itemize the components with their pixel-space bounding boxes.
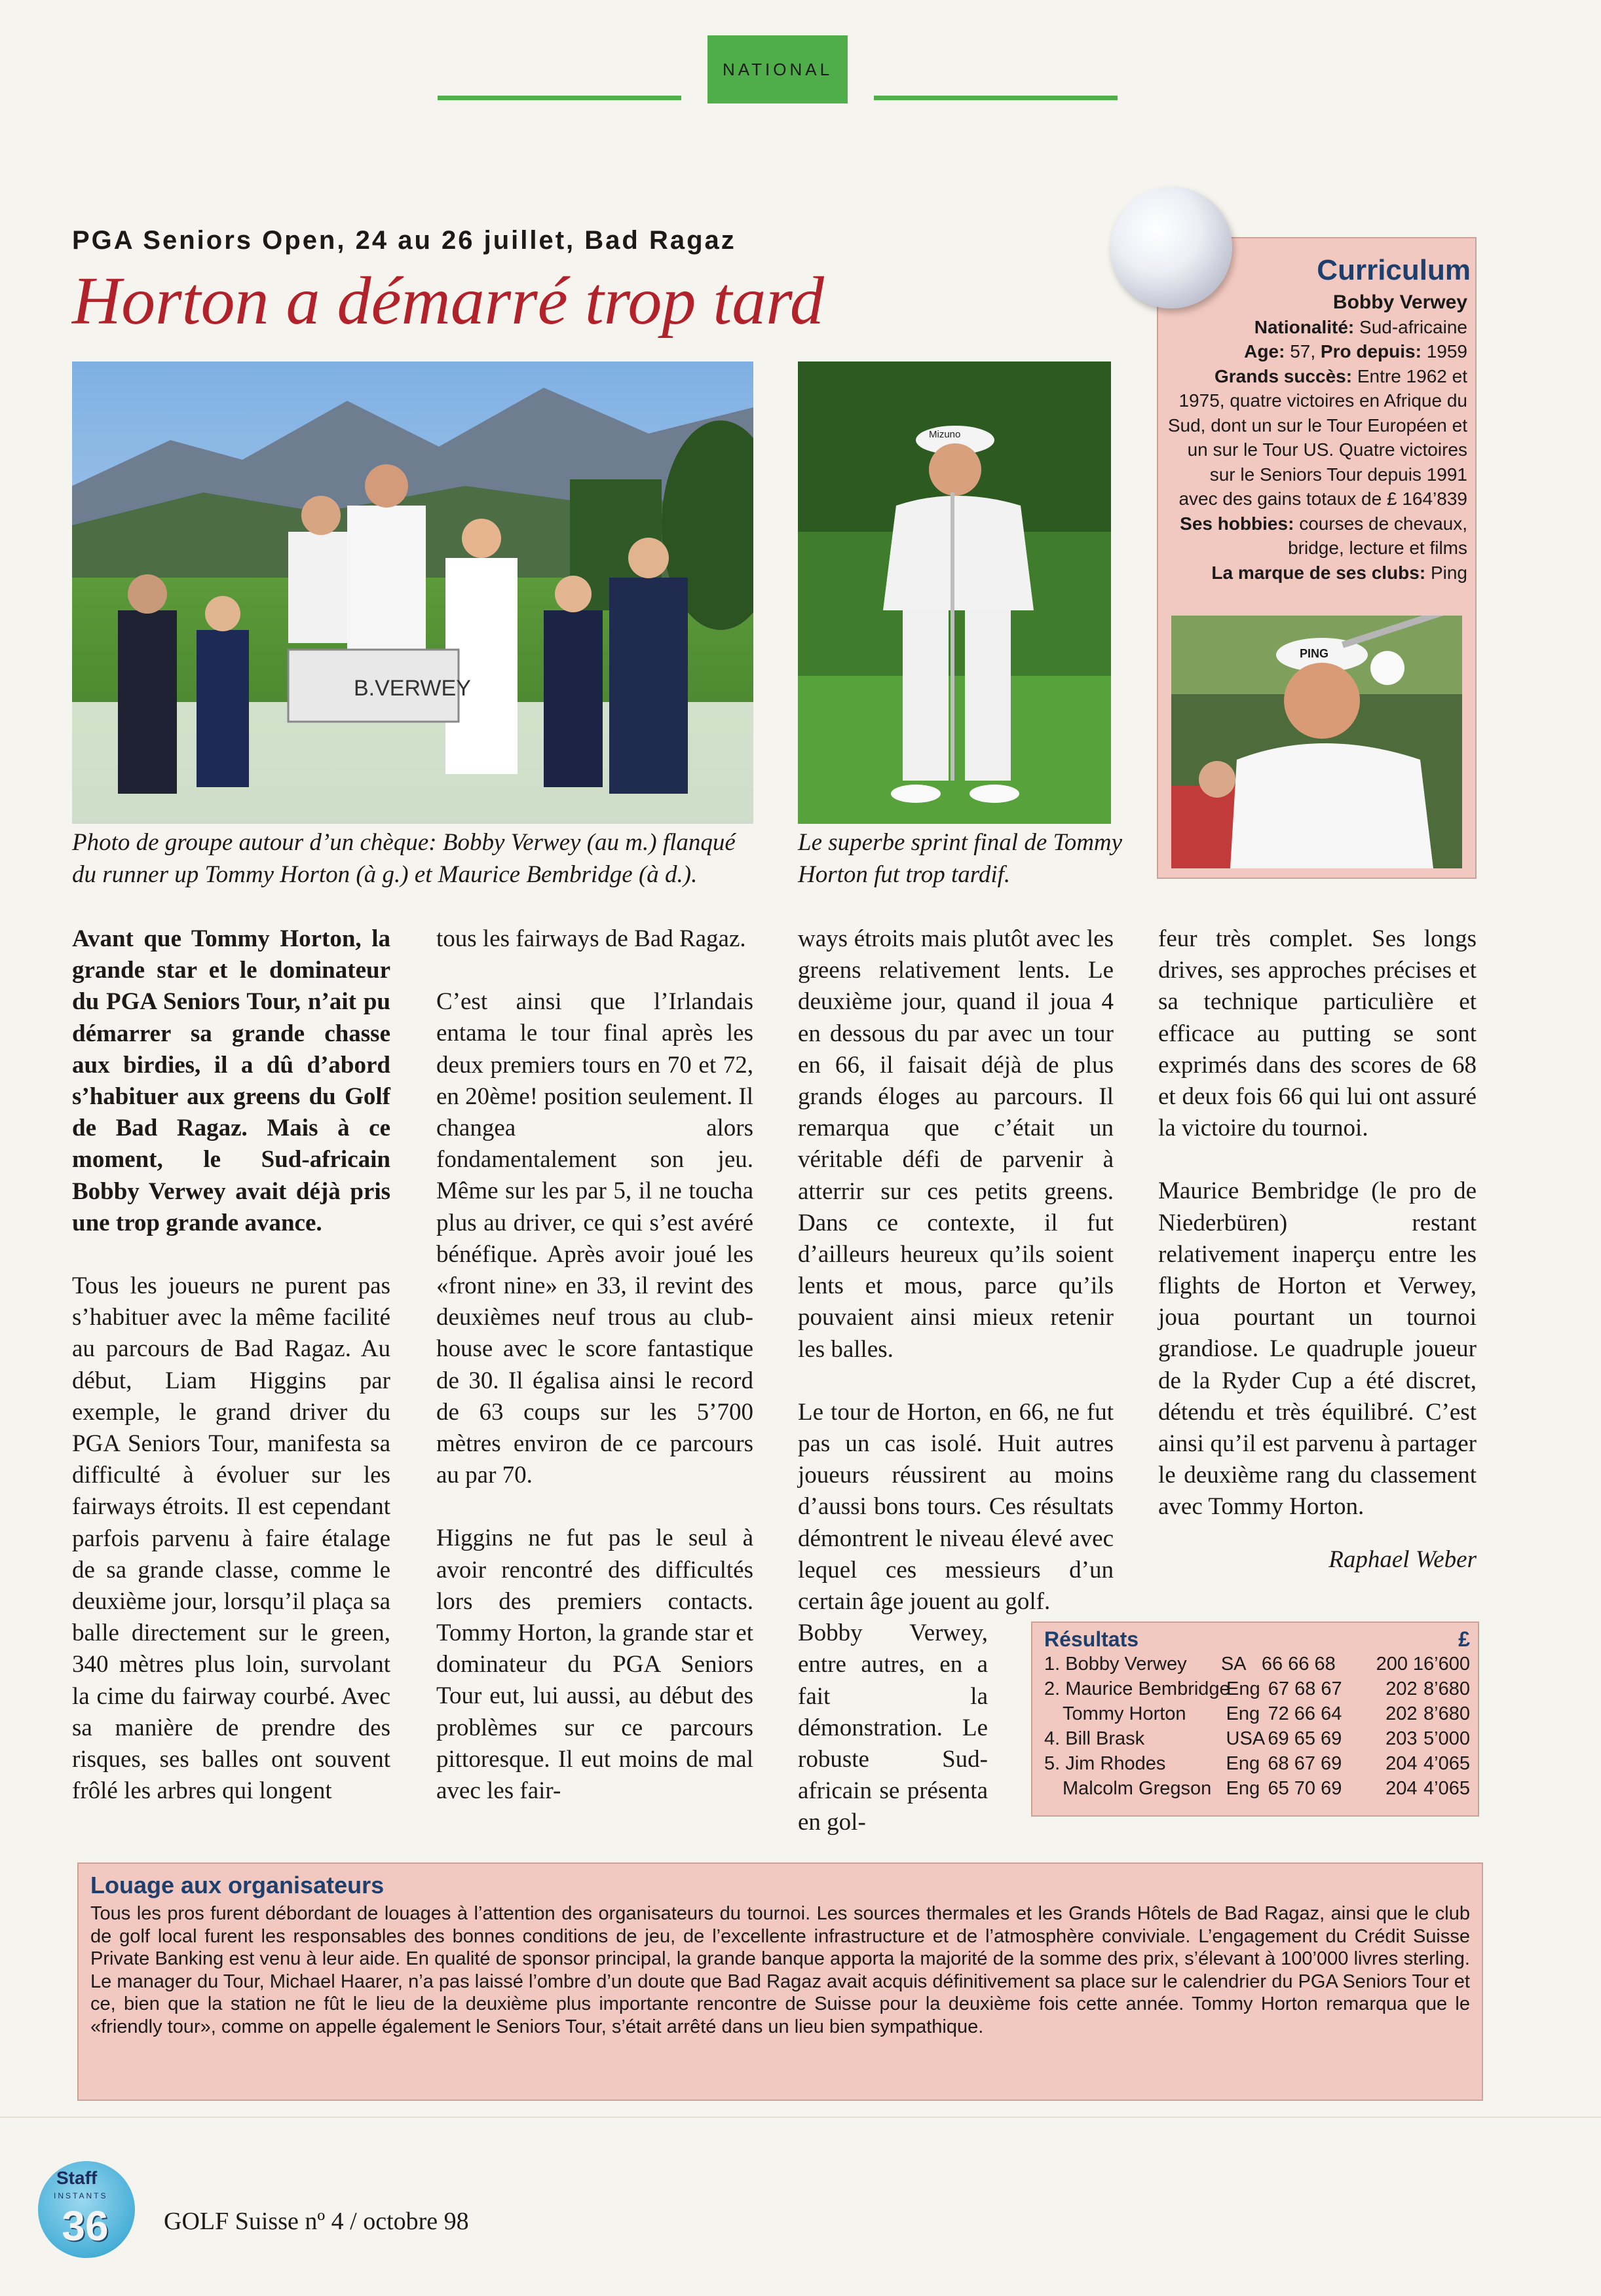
badge-subtitle: INSTANTS	[54, 2191, 108, 2200]
verwey-photo	[1171, 616, 1462, 868]
page-number: 36	[62, 2202, 109, 2250]
article-paragraph: Tous les joueurs ne purent pas s’habituer avec la même facilité au parcours de Bad Ragaz. Au début, Liam Higgins par exemple, le grand driver du PGA Seniors Tour, manifesta sa difficulté à évoluer sur les fairways étroits. Il est cependant parfois parvenu à faire étalage de sa grande classe, comme le deuxième jour, lorsqu’il plaça sa balle directement sur le green, 340 mètres plus loin, survolant la cime du fairway courbé. Avec sa manière de prendre des risques, ses balles ont souvent frôlé les arbres qui longent	[72, 1272, 390, 1805]
curriculum-line: La marque de ses clubs: Ping	[1211, 562, 1467, 583]
horton-photo-image	[798, 361, 1111, 824]
article-paragraph: tous les fairways de Bad Ragaz.	[436, 925, 746, 952]
horton-cap-brand: Mizuno	[929, 429, 961, 440]
publication-footer: GOLF Suisse nº 4 / octobre 98	[164, 2208, 469, 2235]
results-table	[1044, 1627, 1470, 1801]
section-label: NATIONAL	[707, 35, 848, 103]
group-photo-image	[72, 361, 753, 824]
article-paragraph: Le tour de Horton, en 66, ne fut pas un cas isolé. Huit autres joueurs réussirent au moins d’aussi bons tours. Ces résultats démontrent le niveau élevé avec lequel ces messieurs d’un certain âge jouent au golf.	[798, 1398, 1114, 1616]
section-rule-left	[438, 96, 681, 100]
curriculum-name: Bobby Verwey	[1332, 291, 1467, 313]
group-photo-caption: Photo de groupe autour d’un chèque: Bobby Verwey (au m.) flanqué du runner up Tommy Horton (à g.) et Maurice Bembridge (à d.).	[72, 829, 736, 888]
verwey-cap-brand: PING	[1300, 647, 1329, 660]
article-paragraph: Higgins ne fut pas le seul à avoir rencontré des difficultés lors des premiers contacts. Tommy Horton, la grande star et dominateur du PGA Seniors Tour eut, lui aussi, au début des problèmes sur ce parcours pittoresque. Il eut moins de mal avec les fair-	[436, 1525, 753, 1805]
group-photo	[72, 361, 753, 824]
curriculum-line: Age: 57, Pro depuis: 1959	[1244, 341, 1467, 361]
results-currency: £	[1458, 1627, 1470, 1651]
article-paragraph: feur très complet. Ses longs drives, ses approches précises et sa technique particulière et efficace au putting se sont exprimés dans des scores de 68 et deux fois 66 qui lui ont assuré la victoire du tournoi.	[1158, 925, 1477, 1142]
table-row: 4. Bill Brask USA 69 65 69 203 5’000	[1044, 1728, 1470, 1749]
table-row: Tommy Horton Eng 72 66 64 202 8’680	[1063, 1703, 1470, 1724]
table-row: Malcolm Gregson Eng 65 70 69 204 4’065	[1063, 1778, 1470, 1799]
cheque-name: B.VERWEY	[354, 676, 471, 701]
article-paragraph: Maurice Bembridge (le pro de Niederbüren) restant relativement inaperçu entre les flights de Horton et Verwey, joua pourtant un tournoi grandiose. Le quadruple joueur de la Ryder Cup a été discret, détendu et très équilibré. C’est ainsi qu’il est parvenu à partager le deuxième rang du classement avec Tommy Horton.	[1158, 1177, 1477, 1521]
curriculum-line: Nationalité: Sud-africaine	[1254, 316, 1467, 337]
results-title: Résultats	[1044, 1627, 1139, 1651]
article-paragraph: ways étroits mais plutôt avec les greens relativement lents. Le deuxième jour, quand il joua 4 en dessous du par avec un tour en 66, il faisait déjà de plus grands éloges au parcours. Il remarqua que c’était un véritable défi de parvenir à atterrir sur ces petits greens. Dans ce contexte, il fut d’ailleurs heureux qu’ils soient lents et mous, parce qu’ils pouvaient ainsi mieux retenir les balles.	[798, 925, 1114, 1363]
article-lead: Avant que Tommy Horton, la grande star et le dominateur du PGA Seniors Tour, n’ait pu démarrer sa grande chasse aux birdies, il a dû d’abord s’habituer aux greens du Golf de Bad Ragaz. Mais à ce moment, le Sud-africain Bobby Verwey avait déjà pris une trop grande avance.	[72, 925, 390, 1236]
results-header	[1044, 1627, 1470, 1652]
article-paragraph: Bobby Verwey, entre autres, en a fait la démonstration. Le robuste Sud-africain se présenta en gol-	[798, 1620, 988, 1836]
article-column-4	[1158, 923, 1477, 1523]
horton-photo	[798, 361, 1111, 824]
article-column-1	[72, 923, 390, 1807]
badge-brand: Staff	[56, 2168, 98, 2188]
praise-title: Louage aux organisateurs	[90, 1872, 385, 1898]
article-paragraph: C’est ainsi que l’Irlandais entama le tour final après les deux premiers tours en 70 et 72, en 20ème! position seulement. Il changea alors fondamentalement son jeu. Même sur les par 5, il ne toucha plus au driver, ce qui s’est avéré bénéfique. Après avoir joué les «front nine» en 33, il revint des deuxièmes neuf trous au club-house avec le score fantastique de 30. Il égalisa ainsi le record de 63 coups sur les 5’700 mètres environ de ce parcours au par 70.	[436, 988, 753, 1489]
page-fold-line	[0, 2117, 1601, 2118]
verwey-photo-image	[1171, 616, 1462, 868]
article-headline: Horton a démarré trop tard	[72, 263, 824, 339]
table-row: 5. Jim Rhodes Eng 68 67 69 204 4’065	[1044, 1753, 1470, 1774]
article-author: Raphael Weber	[1328, 1546, 1477, 1573]
curriculum-line: Ses hobbies: courses de chevaux, bridge, lecture et films	[1180, 513, 1467, 558]
praise-text: Tous les pros furent débordant de louages à l’attention des organisateurs du tournoi. Les sources thermales et les Grands Hôtels de Bad Ragaz, ainsi que le club de golf local furent les responsables des bonnes conditions de jeu, de l’excellente infrastructure et de l’atmosphère conviviale. L’engagement du Crédit Suisse Private Banking est venu à leur aide. En qualité de sponsor principal, la grande banque apporta la majorité de la somme des prix, s’élevant à 100’000 livres sterling. Le manager du Tour, Michael Haarer, n’a pas laissé l’ombre d’un doute que Bad Ragaz avait acquis définitivement sa place sur le calendrier du PGA Seniors Tour et ce, bien que la station ne fût le lieu de la deuxième plus importante rencontre de Suisse pour la deuxième fois cette année. Tommy Horton remarqua que le «friendly tour», comme on appelle également le Seniors Tour, s’était arrêté dans un lieu bien sympathique.	[90, 1903, 1470, 2037]
curriculum-body	[1166, 290, 1467, 585]
table-row: 2. Maurice Bembridge Eng 67 68 67 202 8’680	[1044, 1678, 1470, 1699]
section-rule-right	[874, 96, 1118, 100]
horton-photo-caption: Le superbe sprint final de Tommy Horton fut trop tardif.	[798, 829, 1123, 888]
article-column-2	[436, 923, 753, 1807]
curriculum-line: Grands succès: Entre 1962 et 1975, quatre victoires en Afrique du Sud, dont un sur le Tour Européen et un sur le Tour US. Quatre victoires sur le Seniors Tour depuis 1991 avec des gains totaux de £ 164’839	[1167, 365, 1467, 509]
curriculum-title: Curriculum	[1317, 254, 1471, 286]
article-kicker: PGA Seniors Open, 24 au 26 juillet, Bad Ragaz	[72, 226, 736, 255]
table-row: 1. Bobby Verwey SA 66 66 68 200 16’600	[1044, 1654, 1470, 1675]
